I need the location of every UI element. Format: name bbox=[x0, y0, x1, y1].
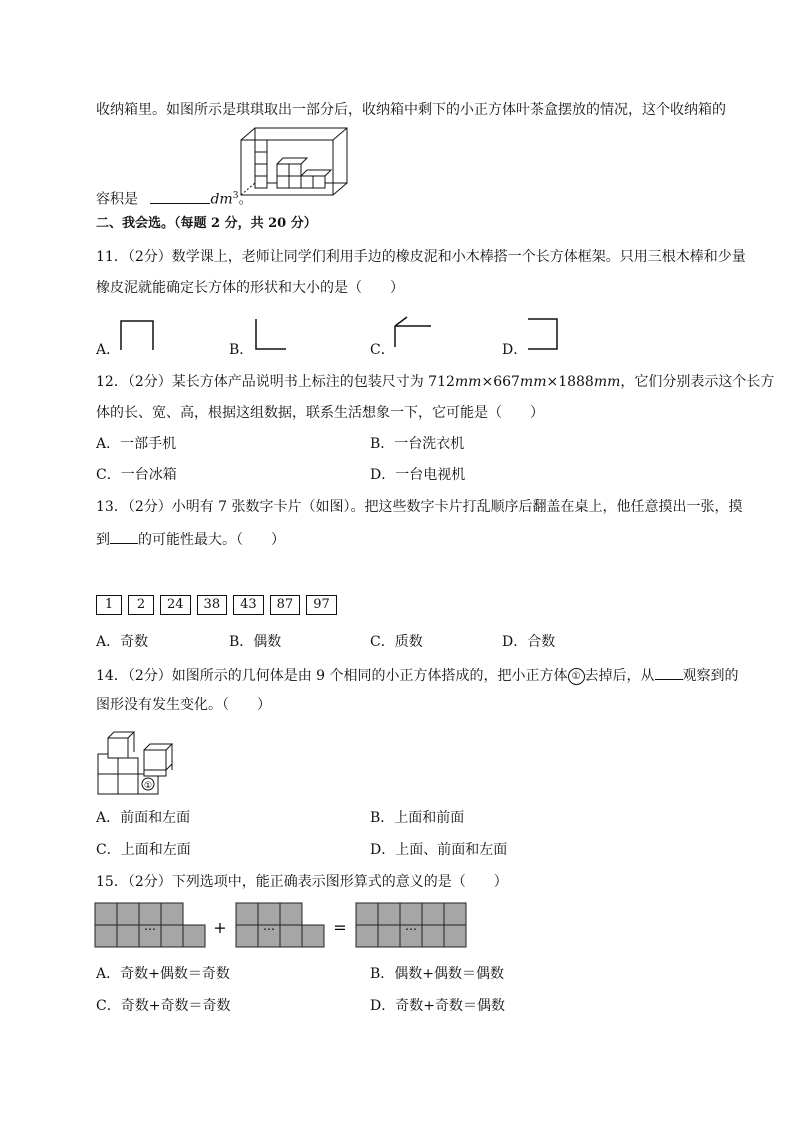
q14-option-c[interactable]: C．上面和左面 bbox=[96, 842, 191, 858]
option-label: C． bbox=[370, 342, 395, 358]
circled-one-icon: ① bbox=[568, 668, 585, 685]
q11-option-b[interactable] bbox=[229, 341, 253, 359]
q14-line1-mid: 去掉后，从 bbox=[584, 668, 655, 684]
q14-option-a[interactable]: A．前面和左面 bbox=[96, 810, 191, 826]
section2-title: 二、我会选。（每题 2 分，共 20 分） bbox=[96, 216, 317, 231]
q14-option-d[interactable]: D．上面、前面和左面 bbox=[370, 842, 508, 858]
storage-box-figure bbox=[241, 128, 361, 198]
q10-line2 bbox=[96, 187, 252, 209]
q15-option-a[interactable]: A．奇数+偶数＝奇数 bbox=[96, 966, 230, 982]
q13-line1: 13．（2分）小明有 7 张数字卡片（如图）。把这些数字卡片打乱顺序后翻盖在桌上，他任意摸出一张，摸 bbox=[96, 499, 743, 515]
q11-option-c[interactable] bbox=[370, 341, 395, 359]
number-card: 1 bbox=[96, 595, 122, 615]
plus-sign: + bbox=[213, 918, 227, 937]
answer-blank[interactable] bbox=[655, 665, 683, 680]
q12-dim-height: ×1888 bbox=[546, 374, 594, 390]
number-card: 43 bbox=[233, 595, 264, 615]
q11-option-a[interactable] bbox=[96, 341, 120, 359]
q12-option-b[interactable]: B．一台洗衣机 bbox=[370, 436, 465, 452]
figure-equation bbox=[94, 902, 474, 948]
unit-mm: mm bbox=[454, 374, 482, 390]
number-card: 38 bbox=[197, 595, 228, 615]
q14-line2: 图形没有发生变化。（ ） bbox=[96, 697, 271, 713]
unit-exponent: 3 bbox=[232, 191, 239, 201]
q13-line2-pre: 到 bbox=[96, 532, 110, 548]
option-d-frame-figure bbox=[527, 318, 559, 350]
q12-option-c[interactable]: C．一台冰箱 bbox=[96, 467, 177, 483]
q10-end: 。 bbox=[238, 191, 253, 208]
q12-dim-width: ×667 bbox=[481, 374, 520, 390]
option-c-frame-figure bbox=[393, 316, 433, 348]
dots-label: … bbox=[144, 919, 156, 933]
q14-option-b[interactable]: B．上面和前面 bbox=[370, 810, 465, 826]
number-cards bbox=[96, 595, 337, 615]
unit-mm: mm bbox=[519, 374, 547, 390]
q12-line1 bbox=[96, 373, 774, 391]
q15-option-c[interactable]: C．奇数+奇数＝奇数 bbox=[96, 998, 231, 1014]
q12-option-d[interactable]: D．一台电视机 bbox=[370, 467, 466, 483]
q11-option-d[interactable] bbox=[502, 341, 527, 359]
q13-option-b[interactable]: B．偶数 bbox=[229, 634, 282, 650]
q10-line2-prefix: 容积是 bbox=[96, 191, 138, 208]
number-card: 87 bbox=[270, 595, 301, 615]
option-a-frame-figure bbox=[120, 320, 155, 350]
q13-line2 bbox=[96, 529, 285, 549]
dots-label: … bbox=[405, 919, 417, 933]
q14-line1-post: 观察到的 bbox=[682, 668, 739, 684]
option-label: D． bbox=[502, 342, 528, 358]
unit-dm: dm bbox=[210, 191, 233, 208]
q10-line1: 收纳箱里。如图所示是琪琪取出一部分后，收纳箱中剩下的小正方体叶茶盒摆放的情况，这个收纳箱的 bbox=[96, 102, 726, 118]
q13-option-c[interactable]: C．质数 bbox=[370, 634, 423, 650]
q15-line1: 15．（2分）下列选项中，能正确表示图形算式的意义的是（ ） bbox=[96, 874, 508, 890]
cube-solid-figure bbox=[97, 722, 177, 797]
option-label: B． bbox=[229, 342, 254, 358]
option-label: A． bbox=[96, 342, 121, 358]
q14-line1-pre: 14．（2分）如图所示的几何体是由 9 个相同的小正方体搭成的，把小正方体 bbox=[96, 668, 568, 684]
circled-one-label: ① bbox=[143, 781, 153, 791]
q12-line1-pre: 12．（2分）某长方体产品说明书上标注的包装尺寸为 712 bbox=[96, 374, 455, 390]
q11-line1: 11．（2分）数学课上，老师让同学们利用手边的橡皮泥和小木棒搭一个长方体框架。只用三根木棒和少量 bbox=[96, 249, 746, 265]
equals-sign: = bbox=[333, 918, 347, 937]
dots-label: … bbox=[263, 919, 275, 933]
unit-mm: mm bbox=[593, 374, 621, 390]
q12-option-a[interactable]: A．一部手机 bbox=[96, 436, 177, 452]
q12-line1-post: ，它们分别表示这个长方 bbox=[620, 374, 775, 390]
option-b-frame-figure bbox=[255, 318, 287, 350]
answer-blank[interactable] bbox=[110, 529, 138, 544]
q13-option-d[interactable]: D．合数 bbox=[502, 634, 556, 650]
q13-line2-post: 的可能性最大。（ ） bbox=[138, 532, 285, 548]
number-card: 24 bbox=[160, 595, 191, 615]
q14-line1 bbox=[96, 665, 739, 685]
q11-line2: 橡皮泥就能确定长方体的形状和大小的是（ ） bbox=[96, 280, 404, 296]
number-card: 97 bbox=[306, 595, 337, 615]
answer-blank[interactable] bbox=[150, 189, 210, 204]
q15-option-d[interactable]: D．奇数+奇数＝偶数 bbox=[370, 998, 505, 1014]
q15-option-b[interactable]: B．偶数+偶数＝偶数 bbox=[370, 966, 505, 982]
q12-line2: 体的长、宽、高，根据这组数据，联系生活想象一下，它可能是（ ） bbox=[96, 405, 544, 421]
number-card: 2 bbox=[128, 595, 154, 615]
q13-option-a[interactable]: A．奇数 bbox=[96, 634, 149, 650]
